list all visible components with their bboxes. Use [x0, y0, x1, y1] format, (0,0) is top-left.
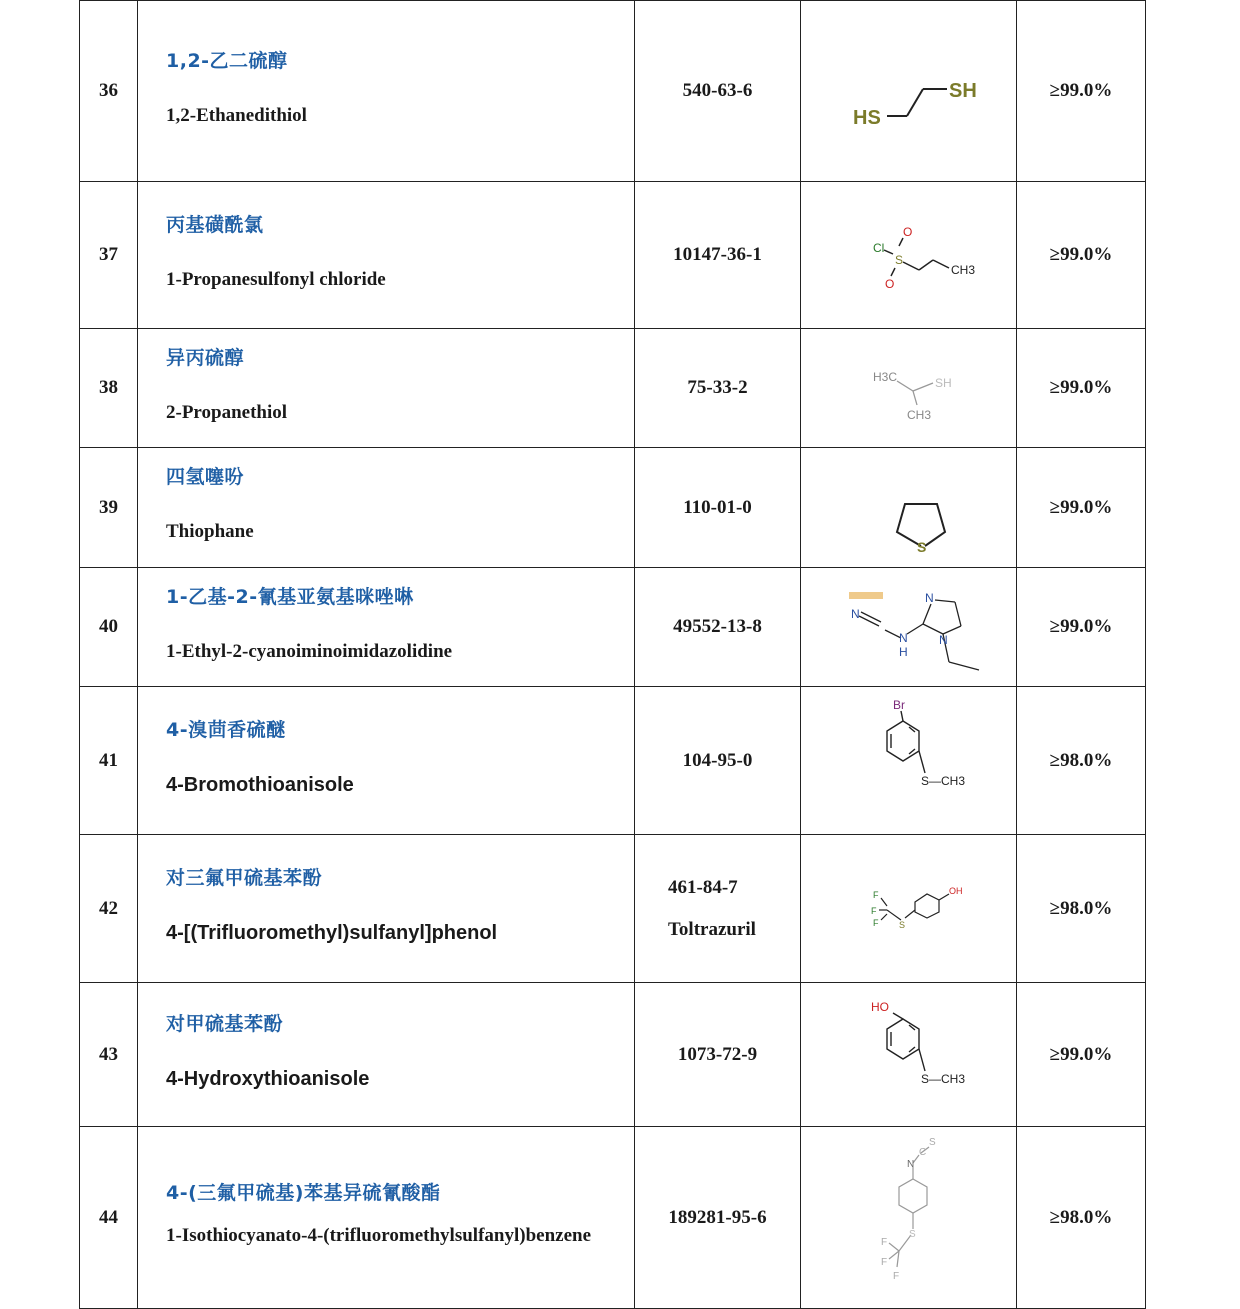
structure-cell [801, 1127, 1017, 1309]
structure-cyanoiminoimidazolidine [809, 572, 1009, 682]
cas-number: 189281-95-6 [635, 1127, 801, 1309]
cas-number: 461-84-7 [668, 876, 738, 898]
row-number: 44 [80, 1127, 138, 1309]
purity: ≥98.0% [1017, 1127, 1146, 1309]
compound-name-cell [138, 1, 635, 182]
atom-label: HS [852, 107, 881, 129]
chinese-name: 1-乙基-2-氰基亚氨基咪唑啉 [166, 585, 414, 608]
compound-name-cell [138, 1127, 635, 1309]
purity: ≥99.0% [1017, 1, 1146, 182]
chinese-name: 丙基磺酰氯 [166, 213, 264, 236]
atom-label: HO [870, 999, 889, 1014]
english-name: Thiophane [166, 521, 254, 542]
cas-number: 1073-72-9 [635, 983, 801, 1127]
purity: ≥99.0% [1017, 983, 1146, 1127]
structure-bromothioanisole [809, 691, 1009, 831]
table-row [80, 1, 1146, 182]
cas-number: 104-95-0 [635, 687, 801, 835]
table-row [80, 329, 1146, 448]
structure-propanethiol [809, 343, 1009, 433]
english-name: 1,2-Ethanedithiol [166, 104, 307, 126]
row-number: 39 [80, 448, 138, 568]
compound-name-cell [138, 568, 635, 687]
atom-label: S—CH3 [920, 773, 965, 788]
table-row [80, 448, 1146, 568]
atom-label: Br [892, 697, 905, 712]
atom-label: N [938, 633, 948, 647]
purity: ≥98.0% [1017, 835, 1146, 983]
row-number: 40 [80, 568, 138, 687]
english-name: 1-Propanesulfonyl chloride [166, 268, 386, 290]
cas-number: 10147-36-1 [635, 182, 801, 329]
structure-hydroxythioanisole [809, 985, 1009, 1125]
purity: ≥99.0% [1017, 448, 1146, 568]
atom-label: F [892, 1270, 899, 1282]
table-row [80, 835, 1146, 983]
row-number: 38 [80, 329, 138, 448]
table-row [80, 687, 1146, 835]
atom-label: S [928, 1136, 936, 1148]
row-number: 43 [80, 983, 138, 1127]
english-name: 4-[(Trifluoromethyl)sulfanyl]phenol [166, 922, 498, 944]
english-name: 4-Hydroxythioanisole [166, 1068, 370, 1090]
structure-isothiocyanate [809, 1133, 1009, 1303]
structure-cell [801, 1, 1017, 182]
cas-number: 110-01-0 [635, 448, 801, 568]
structure-trifluoromethylsulfanylphenol [809, 854, 1009, 964]
atom-label: H3C [872, 370, 897, 384]
compound-name-cell [138, 182, 635, 329]
atom-label: S [898, 919, 905, 930]
atom-label: O [884, 277, 894, 291]
atom-label: F [872, 917, 878, 928]
atom-label: H [898, 645, 908, 659]
atom-label: F [880, 1236, 887, 1248]
chinese-name: 1,2-乙二硫醇 [166, 49, 288, 72]
english-name: 1-Ethyl-2-cyanoiminoimidazolidine [166, 640, 453, 662]
compound-name-cell [138, 448, 635, 568]
atom-label: F [880, 1256, 887, 1268]
row-number: 37 [80, 182, 138, 329]
structure-cell [801, 329, 1017, 448]
atom-label: OH [948, 885, 962, 896]
english-name: 4-Bromothioanisole [166, 774, 354, 796]
atom-label: SH [934, 376, 952, 390]
cas-number: 540-63-6 [635, 1, 801, 182]
table-row [80, 983, 1146, 1127]
structure-cell [801, 983, 1017, 1127]
purity: ≥99.0% [1017, 329, 1146, 448]
atom-label: N [906, 1158, 914, 1170]
structure-ethanedithiol [809, 31, 1009, 151]
structure-propanesulfonyl-chloride [809, 200, 1009, 310]
table-row [80, 568, 1146, 687]
atom-label: S—CH3 [920, 1071, 965, 1086]
atom-label: N [850, 607, 860, 621]
purity: ≥98.0% [1017, 687, 1146, 835]
structure-thiophane [809, 458, 1009, 558]
chinese-name: 对甲硫基苯酚 [166, 1013, 284, 1035]
english-name: 1-Isothiocyanato-4-(trifluoromethylsulfanyl)benzene [166, 1225, 592, 1246]
compound-name-cell [138, 687, 635, 835]
structure-cell [801, 835, 1017, 983]
row-number: 41 [80, 687, 138, 835]
chinese-name: 四氢噻吩 [166, 466, 245, 488]
cas-number: 49552-13-8 [635, 568, 801, 687]
table-row [80, 182, 1146, 329]
cas-note: Toltrazuril [668, 918, 756, 940]
structure-cell [801, 687, 1017, 835]
cas-cell [635, 835, 801, 983]
atom-label: CH3 [906, 408, 931, 422]
atom-label: CH3 [950, 263, 975, 277]
structure-cell [801, 448, 1017, 568]
chinese-name: 4-溴茴香硫醚 [166, 719, 286, 741]
watermark-logo [849, 592, 883, 599]
compound-name-cell [138, 983, 635, 1127]
purity: ≥99.0% [1017, 568, 1146, 687]
atom-label: S [894, 253, 903, 267]
atom-label: Cl [872, 241, 884, 255]
table-row [80, 1127, 1146, 1309]
atom-label: F [870, 905, 876, 916]
atom-label: F [872, 889, 878, 900]
compound-table [79, 0, 1146, 1309]
chinese-name: 4-(三氟甲硫基)苯基异硫氰酸酯 [166, 1182, 441, 1204]
compound-name-cell [138, 835, 635, 983]
atom-label: C [918, 1146, 926, 1158]
row-number: 36 [80, 1, 138, 182]
compound-name-cell [138, 329, 635, 448]
atom-label: SH [948, 80, 977, 102]
cas-number: 75-33-2 [635, 329, 801, 448]
english-name: 2-Propanethiol [166, 401, 288, 423]
chinese-name: 对三氟甲硫基苯酚 [166, 867, 323, 889]
atom-label: N [924, 591, 934, 605]
row-number: 42 [80, 835, 138, 983]
structure-cell [801, 568, 1017, 687]
atom-label: O [902, 225, 912, 239]
structure-cell [801, 182, 1017, 329]
atom-label: S [908, 1228, 916, 1240]
purity: ≥99.0% [1017, 182, 1146, 329]
chinese-name: 异丙硫醇 [166, 346, 245, 369]
atom-label: S [916, 538, 926, 555]
atom-label: N [898, 631, 908, 645]
